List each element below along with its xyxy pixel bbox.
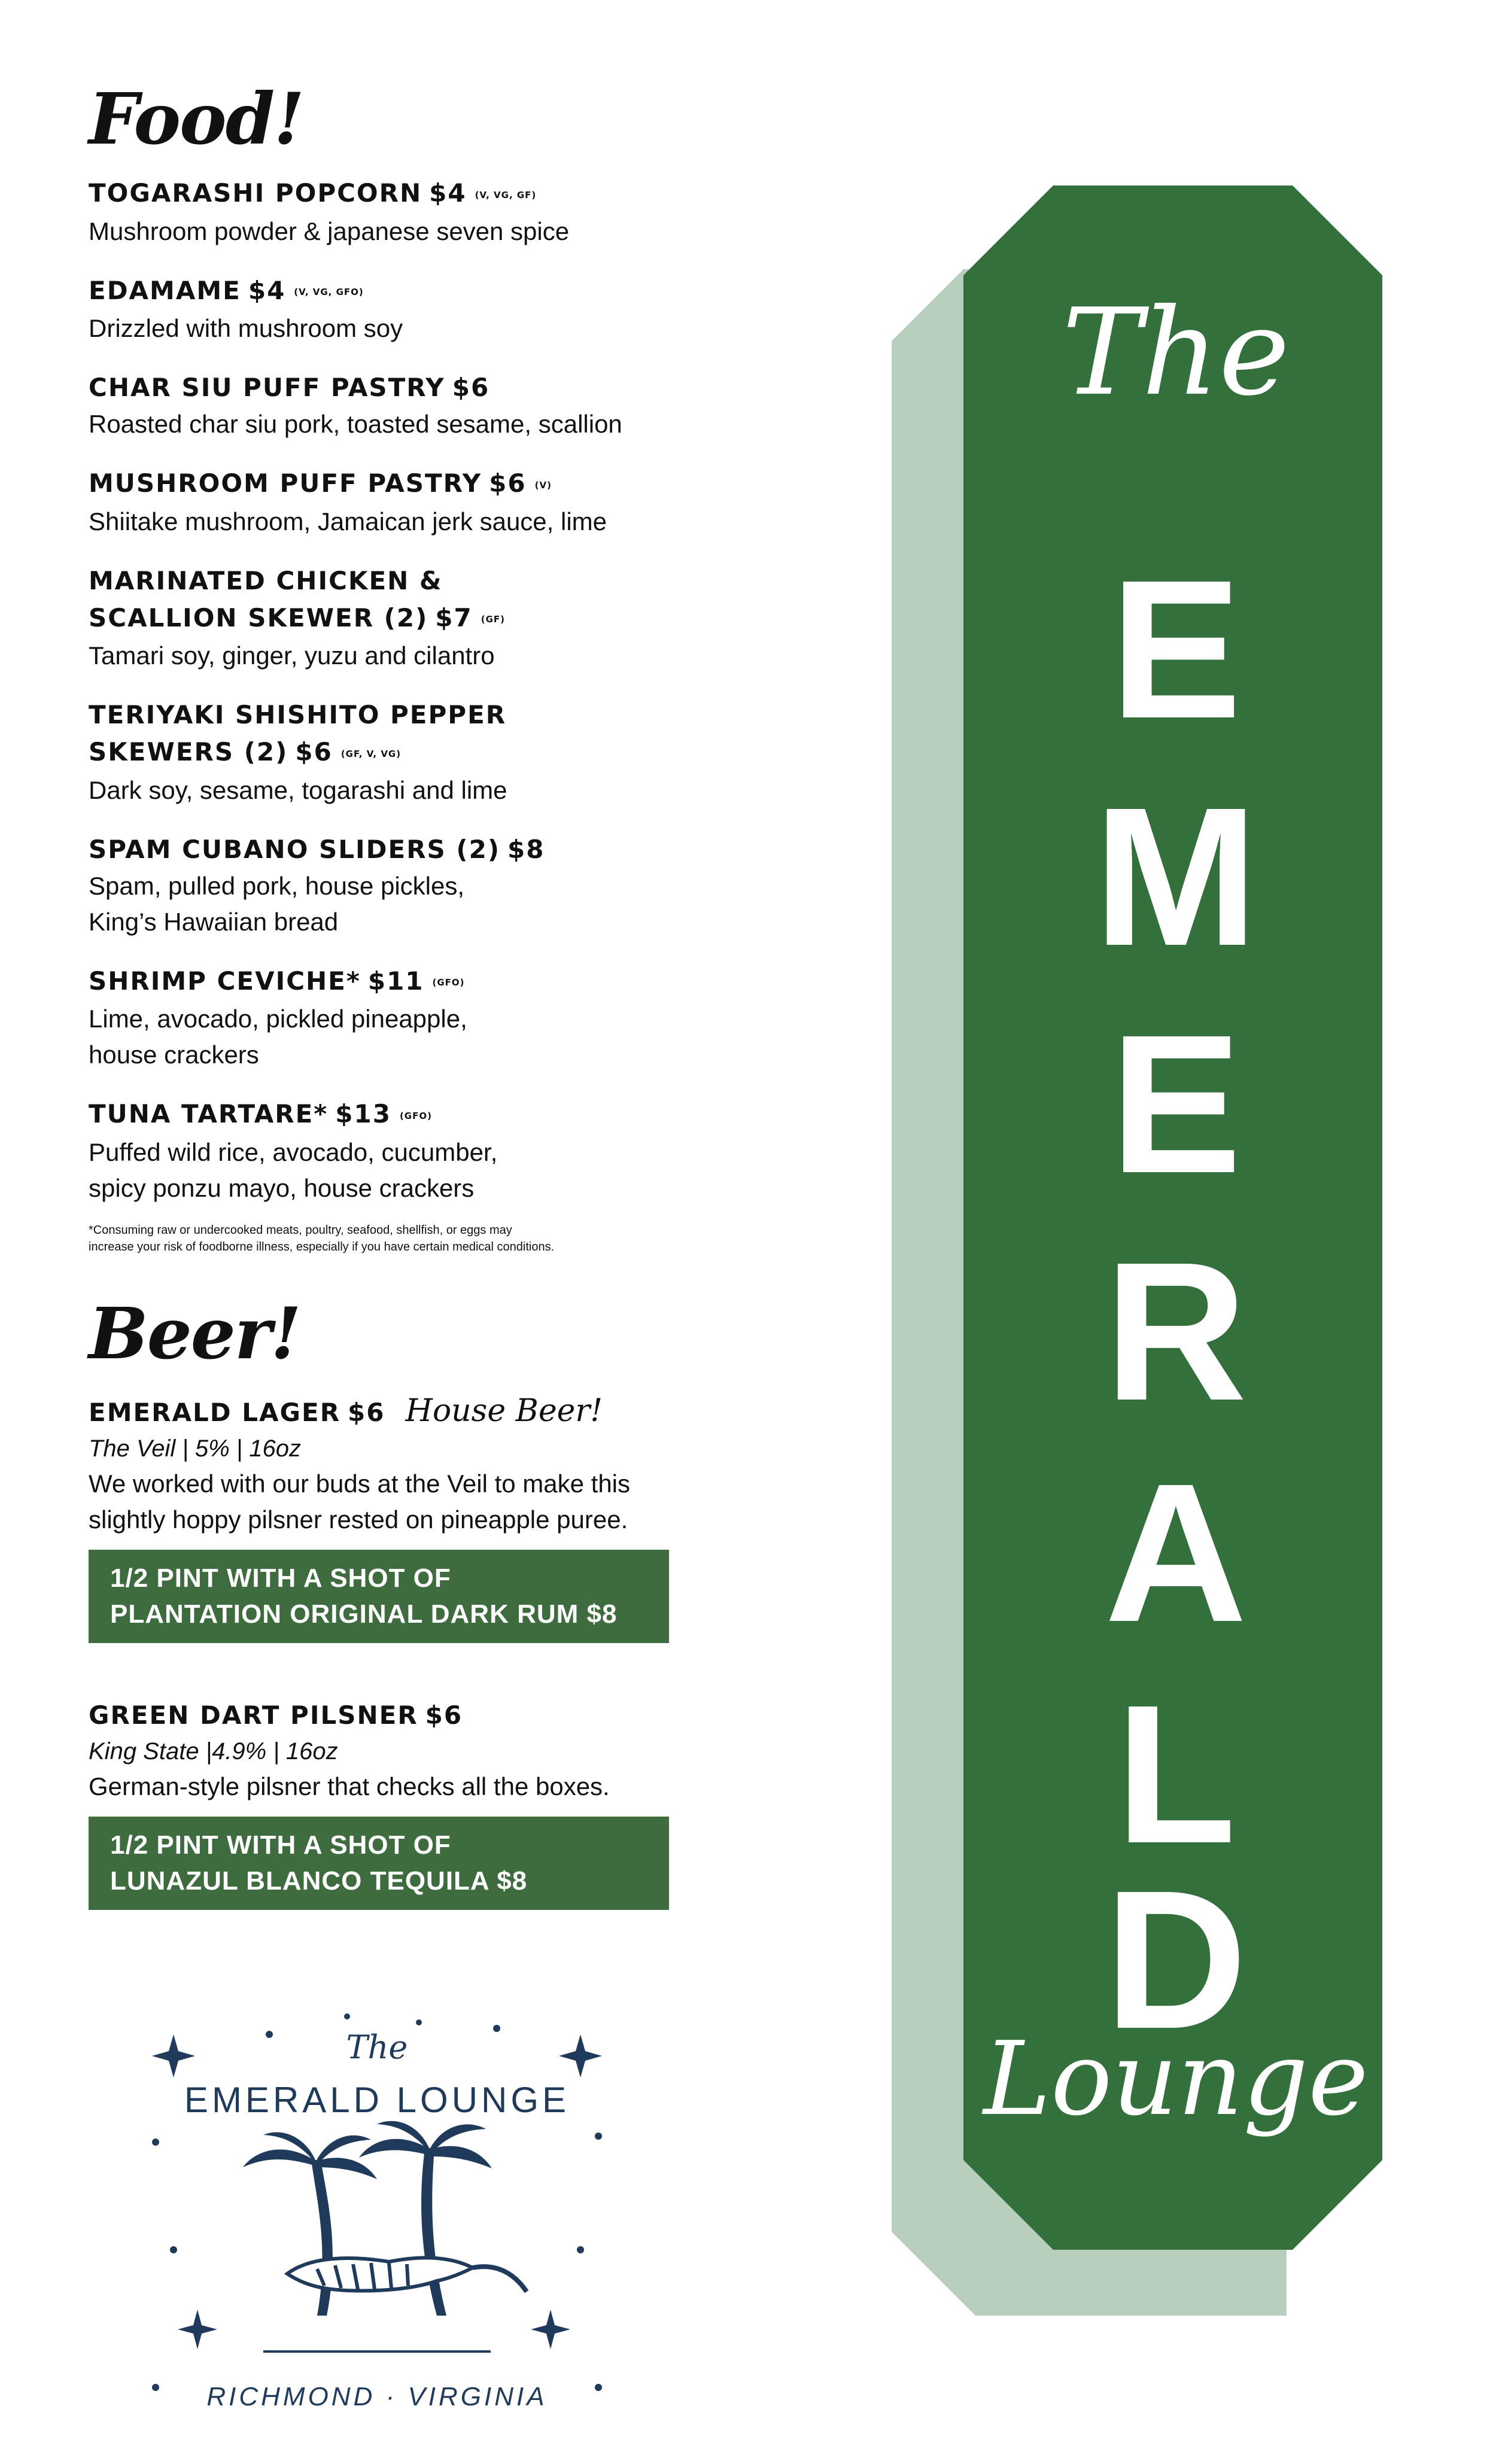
item-name-line-2: SKEWERS (2) — [89, 737, 288, 766]
item-description: King’s Hawaiian bread — [89, 907, 339, 936]
item-price: $13 — [335, 1099, 391, 1128]
food-heading: Food! — [89, 77, 304, 160]
item-description: house crackers — [89, 1041, 259, 1069]
beer-meta: King State |4.9% | 16oz — [89, 1738, 338, 1765]
menu-item — [89, 831, 723, 940]
beer-description: We worked with our buds at the Veil to make this — [89, 1469, 631, 1498]
sign-letter: D — [1104, 1849, 1248, 2070]
item-description: Roasted char siu pork, toasted sesame, scallion — [89, 410, 622, 438]
emerald-lounge-logo — [138, 1993, 616, 2411]
item-name-line-2: SCALLION SKEWER (2) — [89, 603, 428, 632]
item-description: Tamari soy, ginger, yuzu and cilantro — [89, 641, 495, 670]
menu-item — [89, 175, 723, 250]
item-description: Mushroom powder & japanese seven spice — [89, 217, 570, 245]
sign-lounge: Lounge — [983, 2020, 1369, 2138]
beer-meta: The Veil | 5% | 16oz — [89, 1435, 302, 1462]
sign-letter: L — [1115, 1663, 1236, 1884]
item-name: SPAM CUBANO SLIDERS (2) — [89, 834, 501, 864]
emerald-sign — [892, 185, 1382, 2316]
item-price: $11 — [367, 966, 424, 996]
item-description: Spam, pulled pork, house pickles, — [89, 871, 465, 900]
item-price: $8 — [507, 834, 545, 864]
sign-letter: M — [1093, 766, 1258, 987]
menu-item — [89, 272, 723, 347]
item-price: $7 — [435, 603, 473, 632]
promo-box: 1/2 PINT WITH A SHOT OF LUNAZUL BLANCO TEQUILA $8 — [89, 1817, 669, 1910]
house-beer-tag: House Beer! — [405, 1392, 603, 1429]
item-name: MUSHROOM PUFF PASTRY — [89, 469, 482, 498]
item-price: $6 — [452, 373, 490, 402]
item-tags: (V, VG, GF) — [475, 189, 537, 200]
item-description: Shiitake mushroom, Jamaican jerk sauce, lime — [89, 507, 607, 536]
item-name: TOGARASHI POPCORN — [89, 178, 422, 208]
food-list — [89, 175, 723, 1255]
item-tags: (V, VG, GFO) — [294, 287, 364, 297]
logo-name: EMERALD LOUNGE — [184, 2080, 570, 2120]
beer-heading: Beer! — [89, 1291, 300, 1375]
menu-column — [89, 77, 723, 1910]
item-description: Drizzled with mushroom soy — [89, 314, 403, 342]
beer-item — [89, 1393, 723, 1643]
sign-letter: E — [1109, 539, 1242, 759]
menu-item — [89, 696, 723, 808]
item-price: $4 — [248, 275, 286, 305]
menu-item — [89, 963, 723, 1073]
item-price: $4 — [429, 178, 467, 208]
item-name: TERIYAKI SHISHITO PEPPER — [89, 700, 507, 729]
item-name: EDAMAME — [89, 275, 241, 305]
promo-box: 1/2 PINT WITH A SHOT OF PLANTATION ORIGINAL DARK RUM $8 — [89, 1550, 669, 1643]
beer-name: EMERALD LAGER — [89, 1397, 341, 1427]
item-description: Lime, avocado, pickled pineapple, — [89, 1005, 467, 1033]
star-icon — [152, 2013, 602, 2391]
sign-letter: R — [1104, 1221, 1248, 1441]
menu-item — [89, 562, 723, 674]
item-name: TUNA TARTARE* — [89, 1099, 329, 1128]
beer-item — [89, 1697, 723, 1910]
sign-letter: E — [1109, 993, 1242, 1214]
item-tags: (GFO) — [399, 1110, 432, 1121]
item-price: $6 — [489, 469, 527, 498]
food-disclaimer: *Consuming raw or undercooked meats, poultry, seafood, shellfish, or eggs may increase your risk of foodborne illness, especially if you have certain medical conditions. — [89, 1223, 555, 1254]
item-tags: (GF, V, VG) — [340, 748, 402, 759]
item-name: CHAR SIU PUFF PASTRY — [89, 373, 445, 402]
item-name: SHRIMP CEVICHE* — [89, 966, 361, 996]
beer-price: $6 — [348, 1397, 385, 1427]
item-tags: (GF) — [481, 614, 506, 625]
logo-the: The — [346, 2028, 408, 2066]
item-name: MARINATED CHICKEN & — [89, 565, 443, 595]
logo-location: RICHMOND · VIRGINIA — [206, 2382, 548, 2411]
menu-item — [89, 369, 723, 442]
item-description: spicy ponzu mayo, house crackers — [89, 1173, 475, 1202]
item-tags: (GFO) — [432, 977, 465, 988]
sign-letter: A — [1104, 1442, 1248, 1663]
item-description: Puffed wild rice, avocado, cucumber, — [89, 1137, 498, 1166]
menu-item — [89, 465, 723, 540]
beer-list — [89, 1393, 723, 1910]
menu-item — [89, 1096, 723, 1206]
tiger-icon — [263, 2258, 527, 2352]
beer-description: slightly hoppy pilsner rested on pineapple puree. — [89, 1505, 628, 1534]
item-tags: (V) — [534, 479, 552, 491]
item-description: Dark soy, sesame, togarashi and lime — [89, 775, 507, 804]
item-price: $6 — [295, 737, 333, 766]
beer-price: $6 — [425, 1700, 463, 1730]
sign-the: The — [1062, 283, 1290, 422]
beer-description: German-style pilsner that checks all the boxes. — [89, 1772, 610, 1800]
beer-name: GREEN DART PILSNER — [89, 1700, 418, 1730]
